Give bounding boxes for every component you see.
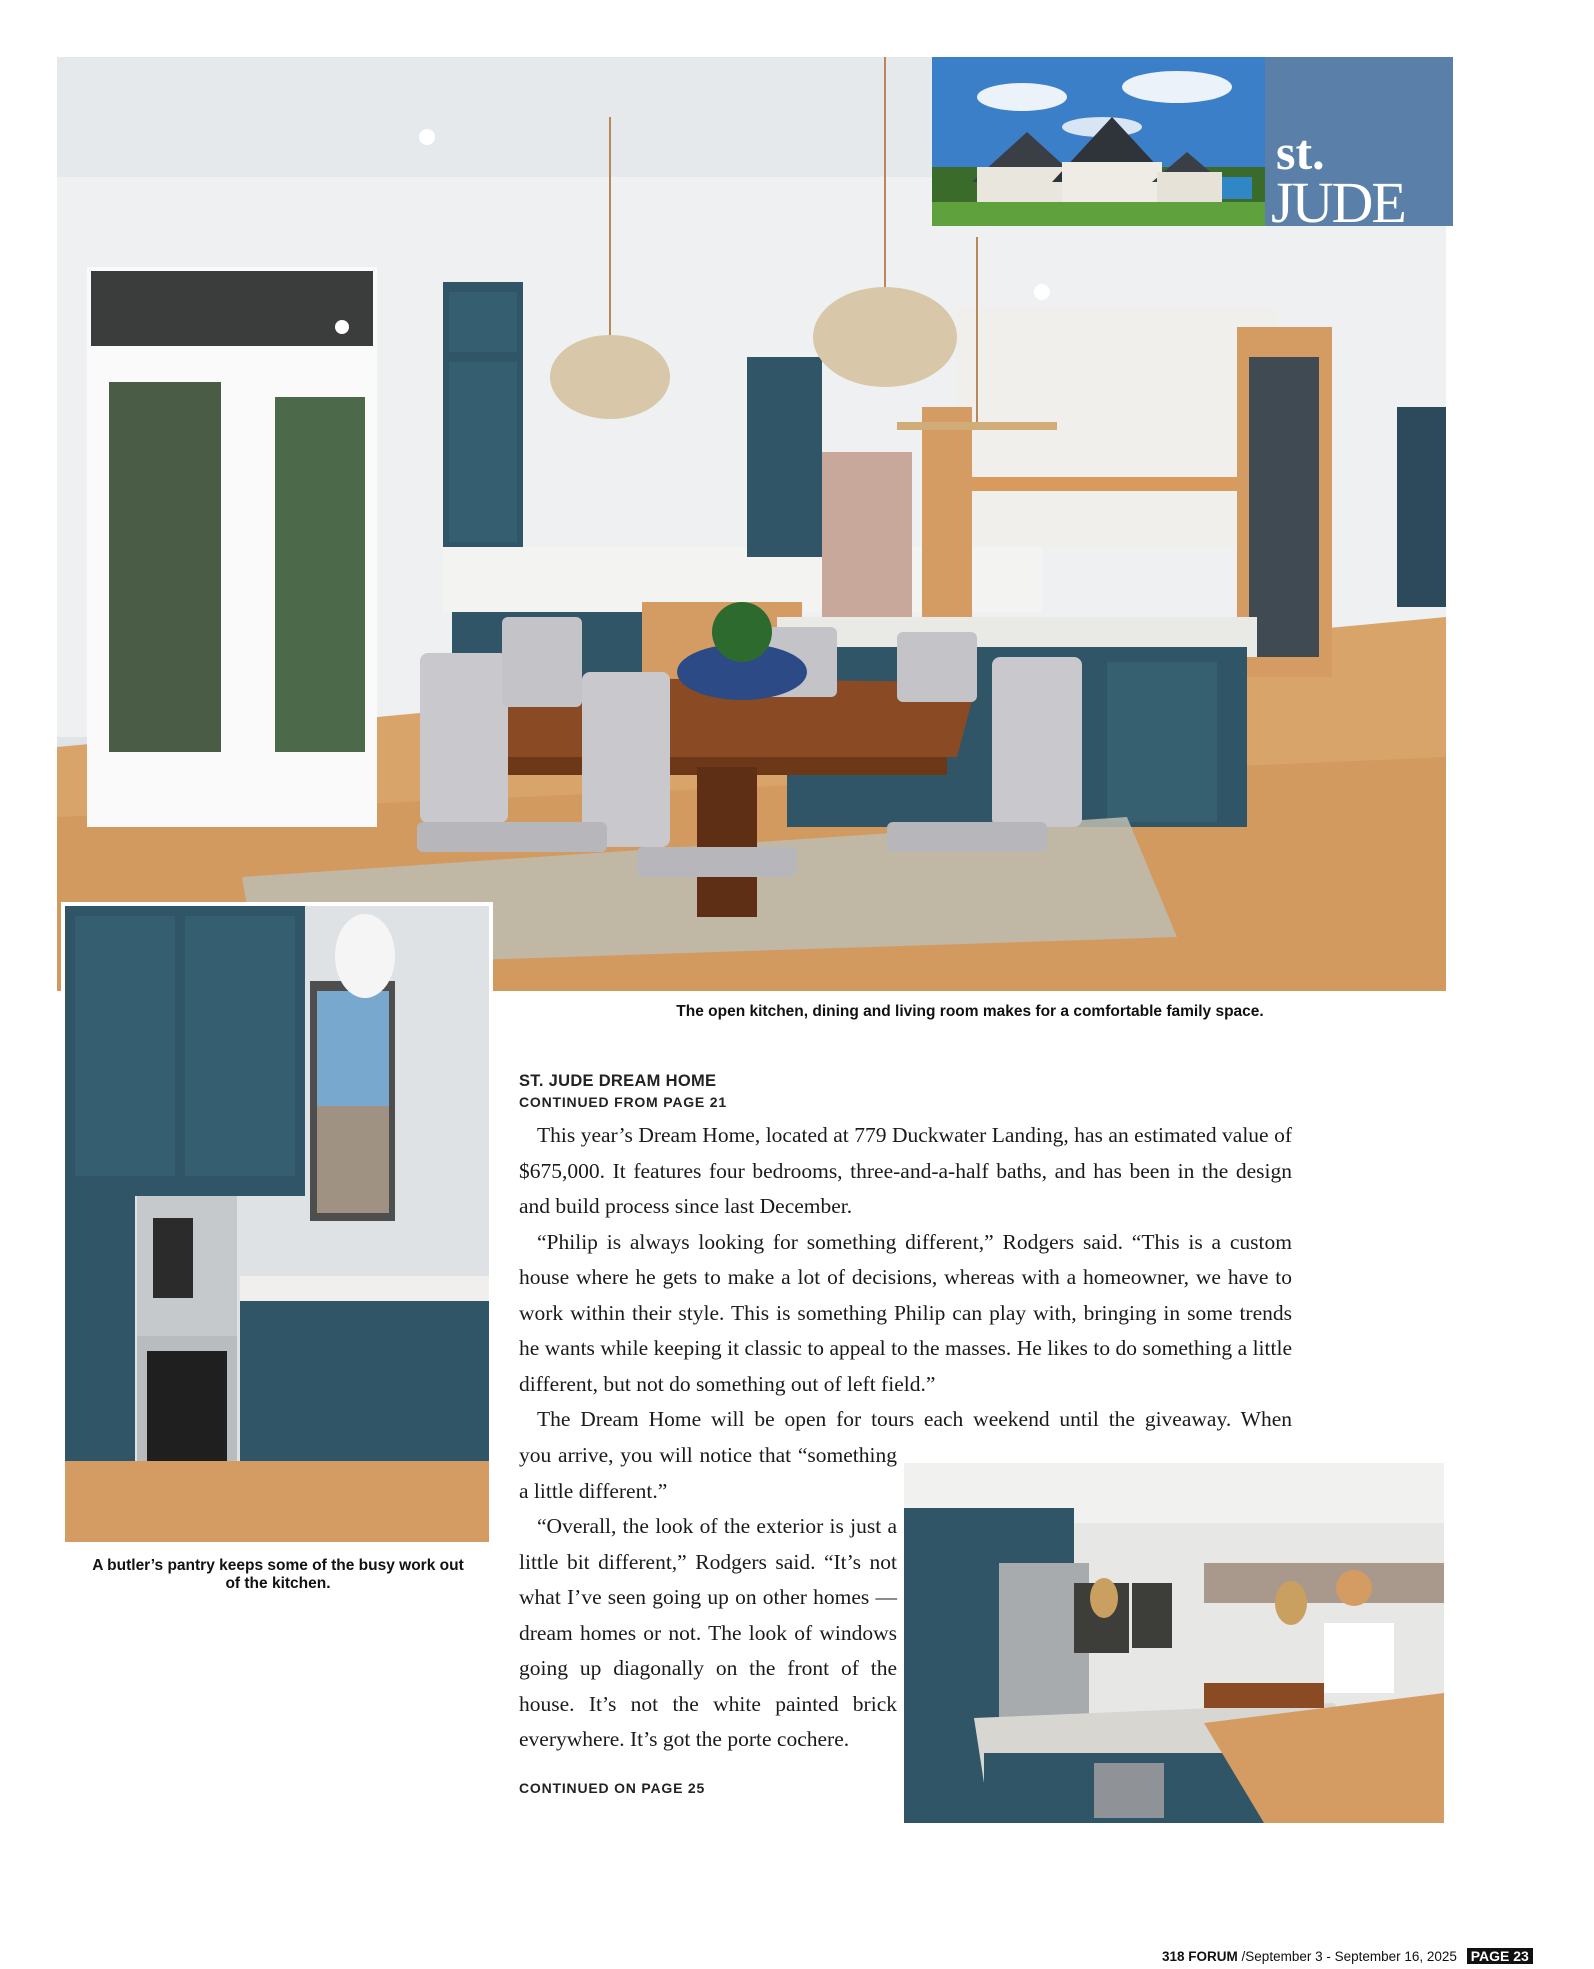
page-number: PAGE 23 (1467, 1948, 1533, 1964)
article-paragraph: This year’s Dream Home, located at 779 Duckwater Landing, has an estimated value of $675,000. It features four bedrooms, three-and-a-half baths, and has been in the design and build process since last December. (519, 1123, 1292, 1218)
article-paragraph: “Overall, the look of the exterior is just a little bit different,” Rodgers said. “It’s not what I’ve seen going up on other homes — dream homes or not. The look of windows going up diagonally on the front of the house. It’s not the white painted brick everywhere. It’s got the porte cochere. (519, 1514, 897, 1751)
kitchen-island-photo (904, 1463, 1444, 1823)
article-kicker: ST. JUDE DREAM HOME (519, 1072, 717, 1090)
logo-jude-text: JUDE (1271, 170, 1405, 235)
continued-from-label: CONTINUED FROM PAGE 21 (519, 1094, 727, 1110)
continued-on-label: CONTINUED ON PAGE 25 (519, 1780, 706, 1796)
main-photo-caption: The open kitchen, dining and living room makes for a comfortable family space. (676, 1003, 1264, 1020)
publication-name: 318 FORUM (1162, 1949, 1238, 1964)
article-paragraph: you arrive, you will notice that “something a little different.” (519, 1443, 897, 1503)
butlers-pantry-photo (65, 906, 489, 1542)
page-footer (1162, 1948, 1533, 1964)
dream-home-exterior-photo (932, 57, 1265, 226)
article-paragraph: The Dream Home will be open for tours each weekend until the giveaway. When (537, 1407, 1292, 1431)
issue-dates: /September 3 - September 16, 2025 (1241, 1949, 1457, 1964)
pantry-photo-caption: A butler’s pantry keeps some of the busy work out of the kitchen. (92, 1557, 464, 1592)
article-body-wide (519, 1118, 1292, 1438)
st-jude-logo (1265, 57, 1453, 235)
article-paragraph: “Philip is always looking for something different,” Rodgers said. “This is a custom house where he gets to make a lot of decisions, whereas with a homeowner, we have to work within their style. This is something Philip can play with, bringing in some trends he wants while keeping it classic to appeal to the masses. He likes to do something a little different, but not do something out of left field.” (519, 1229, 1292, 1396)
logo-st-text: st. (1276, 124, 1325, 180)
article-body-narrow (519, 1438, 897, 1758)
